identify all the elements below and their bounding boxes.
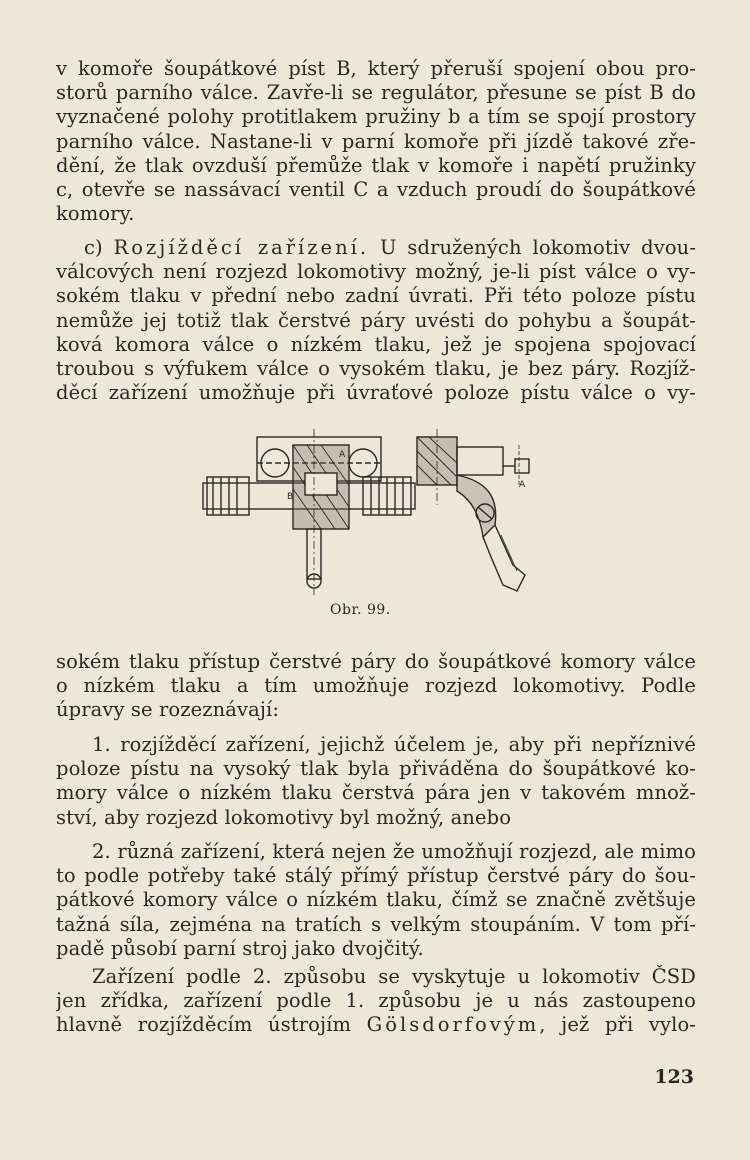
text-line: 2. různá zařízení, která nejen že umožňují rozjezd, ale mimo [92, 840, 696, 863]
text-line: o nízkém tlaku a tím umožňuje rozjezd lokomotivy. Podle [56, 674, 696, 698]
label-a: A [339, 450, 346, 460]
item-prefix: c) [84, 236, 114, 259]
figure-caption: Obr. 99. [330, 602, 391, 618]
text-line [56, 236, 696, 260]
text-line: děcí zařízení umožňuje při úvraťové poloze pístu válce o vy- [56, 381, 696, 405]
text-line: to podle potřeby také stálý přímý přístup čerstvé páry do šou- [56, 864, 696, 888]
text-line: ství, aby rozjezd lokomotivy byl možný, anebo [56, 805, 512, 829]
text-line: jen zřídka, zařízení podle 1. způsobu je u nás zastoupeno [56, 989, 696, 1013]
text-line: poloze pístu na vysoký tlak byla přiváděna do šoupátkové ko- [56, 757, 696, 781]
text-line: pátkové komory válce o nízkém tlaku, čímž se značně zvětšuje [56, 888, 696, 912]
text-line: vyznačené polohy protitlakem pružiny b a tím se spojí prostory [56, 105, 696, 129]
label-b: B [287, 492, 294, 502]
section-heading: Rozjížděcí zařízení. [113, 236, 370, 259]
paragraph-6 [56, 965, 696, 1038]
list-item-2 [56, 840, 696, 961]
paragraph-1 [56, 57, 696, 226]
technical-drawing [195, 425, 555, 615]
text-line: v komoře šoupátkové píst B, který přeruší spojení obou pro- [56, 57, 696, 80]
text-line: storů parního válce. Zavře-li se regulátor, přesune se píst B do [56, 81, 696, 105]
text-line: c, otevře se nassávací ventil C a vzduch proudí do šoupátkové [56, 177, 696, 201]
text-line: Zařízení podle 2. způsobu se vyskytuje u lokomotiv ČSD [92, 965, 696, 988]
text-run: U sdružených lokomotiv dvou- [369, 236, 696, 259]
text-line: 1. rozjížděcí zařízení, jejichž účelem je, aby při nepříznivé [92, 733, 696, 756]
text-run: hlavně rozjížděcím ústrojím [56, 1013, 367, 1037]
text-line: parního válce. Nastane-li v parní komoře při jízdě takové zře- [56, 129, 696, 153]
text-line: komory. [56, 202, 135, 226]
list-item-1 [56, 733, 696, 830]
person-name: Gölsdorfovým [366, 1013, 540, 1037]
paragraph-2 [56, 236, 696, 405]
text-line: tažná síla, zejména na tratích s velkým stoupáním. V tom pří- [56, 912, 696, 936]
text-line: válcových není rozjezd lokomotivy možný, je-li píst válce o vy- [56, 260, 696, 284]
page-number: 123 [654, 1066, 694, 1088]
text-line: dění, že tlak ovzduší přemůže tlak v komoře i napětí pružinky [56, 153, 696, 177]
text-line: ková komora válce o nízkém tlaku, jež je spojena spojovací [56, 332, 696, 356]
text-line: troubou s výfukem válce o vysokém tlaku, je bez páry. Rozjíž- [56, 356, 696, 380]
text-line: padě působí parní stroj jako dvojčitý. [56, 936, 424, 960]
text-line: nemůže jej totiž tlak čerstvé páry uvésti do pohybu a šoupát- [56, 308, 696, 332]
label-a-right: A [519, 480, 526, 490]
text-run: , jež při vylo- [539, 1013, 696, 1037]
text-line: mory válce o nízkém tlaku čerstvá pára jen v takovém množ- [56, 781, 696, 805]
text-line: sokém tlaku v přední nebo zadní úvrati. Při této poloze pístu [56, 284, 696, 308]
text-line [56, 1013, 696, 1037]
text-line: sokém tlaku přístup čerstvé páry do šoupátkové komory válce [56, 650, 696, 673]
paragraph-3 [56, 650, 696, 723]
text-line: úpravy se rozeznávají: [56, 698, 279, 722]
